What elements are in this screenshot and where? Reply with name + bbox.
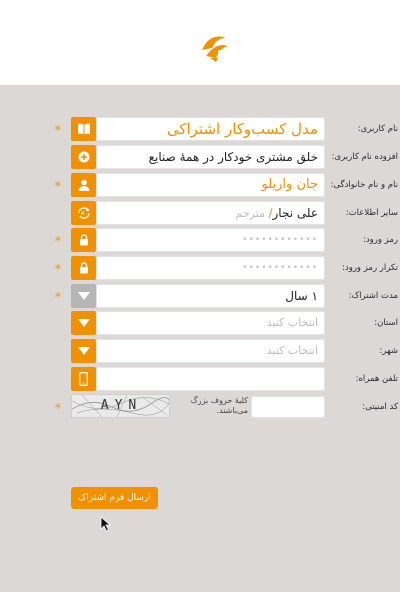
otherinfo-input[interactable] — [96, 201, 325, 225]
chevron-down-icon[interactable] — [71, 284, 96, 308]
svg-text:A: A — [80, 211, 84, 217]
required-mark: * — [55, 290, 61, 304]
otherinfo-placeholder: مترجم — [235, 207, 269, 220]
row-fullname — [0, 173, 400, 197]
label-password-repeat: تکرار رمز ورود: — [342, 263, 398, 273]
chevron-down-icon[interactable] — [71, 339, 96, 363]
row-province — [0, 311, 400, 335]
row-password-repeat — [0, 256, 400, 280]
province-select[interactable]: انتخاب کنید — [96, 311, 325, 335]
row-duration — [0, 284, 400, 308]
captcha-code: AYN — [100, 398, 143, 413]
book-icon — [71, 117, 96, 141]
user-icon — [71, 173, 96, 197]
logo-icon — [196, 28, 232, 64]
mobile-icon — [71, 367, 96, 391]
fullname-input[interactable]: جان واریلو — [96, 173, 325, 197]
required-mark: * — [55, 401, 61, 415]
row-password — [0, 228, 400, 252]
label-addon: افزوده نام کاربری: — [331, 152, 398, 162]
lock-icon — [71, 256, 96, 280]
row-mobile — [0, 367, 400, 391]
otherinfo-separator: / — [268, 206, 273, 220]
mobile-input[interactable] — [96, 367, 325, 391]
plus-circle-icon[interactable] — [71, 145, 96, 169]
label-mobile: تلفن همراه: — [355, 374, 398, 384]
captcha-image — [71, 394, 170, 418]
label-password: رمز ورود: — [362, 235, 398, 245]
required-mark: * — [55, 123, 61, 137]
label-fullname: نام و نام خانوادگی: — [330, 180, 398, 190]
addon-input[interactable]: خلق مشتری خودکار در همهٔ صنایع — [96, 145, 325, 169]
chevron-down-icon[interactable] — [71, 311, 96, 335]
label-username: نام کاربری: — [357, 124, 398, 134]
translate-icon[interactable] — [71, 201, 96, 225]
header — [0, 0, 400, 85]
label-province: استان: — [374, 318, 398, 328]
label-otherinfo: سایر اطلاعات: — [345, 208, 398, 218]
username-input[interactable]: مدل کسب‌وکار اشتراکی — [96, 117, 325, 141]
lock-icon — [71, 228, 96, 252]
duration-select[interactable]: ۱ سال — [96, 284, 325, 308]
row-addon — [0, 145, 400, 169]
password-repeat-input[interactable]: •••••••••••• — [96, 256, 325, 280]
label-captcha: کد امنیتی: — [362, 402, 398, 412]
required-mark: * — [55, 179, 61, 193]
captcha-note: کلیهٔ حروف بزرگ می‌باشند. — [190, 396, 248, 415]
submit-button[interactable]: ارسال فرم اشتراک — [71, 487, 158, 509]
otherinfo-value: علی نجار — [272, 206, 318, 220]
city-select[interactable]: انتخاب کنید — [96, 339, 325, 363]
password-input[interactable]: •••••••••••• — [96, 228, 325, 252]
mouse-cursor-icon — [100, 516, 112, 532]
required-mark: * — [55, 262, 61, 276]
label-city: شهر: — [379, 346, 398, 356]
label-duration: مدت اشتراک: — [348, 291, 398, 301]
captcha-input[interactable] — [251, 396, 325, 418]
row-city — [0, 339, 400, 363]
required-mark: * — [55, 234, 61, 248]
row-username — [0, 117, 400, 141]
row-otherinfo — [0, 201, 400, 225]
